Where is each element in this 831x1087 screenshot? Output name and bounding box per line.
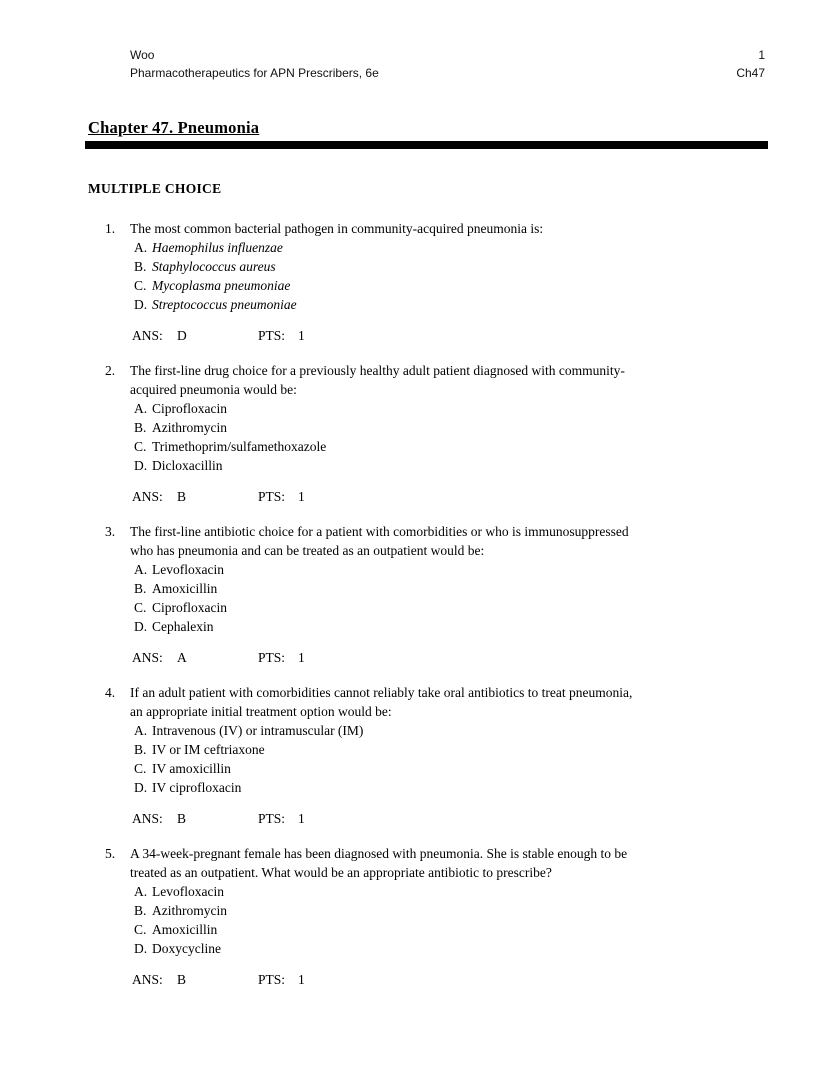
- points-value: 1: [298, 489, 305, 504]
- question-text-line: The first-line antibiotic choice for a patient with comorbidities or who is immunosuppressed: [130, 524, 629, 539]
- answer-label: ANS:: [132, 489, 163, 504]
- question-item: [105, 683, 791, 828]
- option-letter: B.: [134, 259, 147, 274]
- section-heading: MULTIPLE CHOICE: [88, 181, 222, 196]
- question-number: 1.: [105, 221, 116, 236]
- header-page-number: 1: [758, 48, 765, 62]
- answer-option: [130, 939, 791, 958]
- header-author: Woo: [130, 48, 155, 62]
- answer-option: [130, 399, 791, 418]
- answer-option: [130, 721, 791, 740]
- points-label: PTS:: [258, 650, 286, 665]
- option-text: Azithromycin: [152, 903, 227, 918]
- page-header: [130, 0, 765, 82]
- question-body: [130, 683, 791, 828]
- answer-option: [130, 437, 791, 456]
- answer-row: [132, 809, 791, 828]
- header-chapter-code: Ch47: [736, 66, 765, 80]
- points-label: PTS:: [258, 489, 286, 504]
- option-letter: D.: [134, 297, 148, 312]
- answer-option: [130, 579, 791, 598]
- question-number: 5.: [105, 846, 116, 861]
- answer-label: ANS:: [132, 972, 163, 987]
- answer-option: [130, 740, 791, 759]
- option-letter: C.: [134, 600, 147, 615]
- points-value: 1: [298, 811, 305, 826]
- answer-row: [132, 970, 791, 989]
- points-value: 1: [298, 650, 305, 665]
- question-body: [130, 522, 791, 667]
- answer-label: ANS:: [132, 811, 163, 826]
- question-text-line: The most common bacterial pathogen in community-acquired pneumonia is:: [130, 221, 544, 236]
- option-text: Levofloxacin: [152, 562, 224, 577]
- points-label: PTS:: [258, 328, 286, 343]
- answer-option: [130, 882, 791, 901]
- option-text: Streptococcus pneumoniae: [152, 297, 297, 312]
- option-letter: D.: [134, 780, 148, 795]
- chapter-title: Chapter 47. Pneumonia: [88, 118, 260, 137]
- header-book-title: Pharmacotherapeutics for APN Prescribers, 6e: [130, 66, 379, 80]
- option-letter: B.: [134, 420, 147, 435]
- option-letter: B.: [134, 581, 147, 596]
- answer-option: [130, 759, 791, 778]
- answer-option: [130, 456, 791, 475]
- answer-option: [130, 238, 791, 257]
- option-list: [130, 882, 791, 958]
- option-letter: B.: [134, 903, 147, 918]
- option-text: IV or IM ceftriaxone: [152, 742, 265, 757]
- answer-option: [130, 257, 791, 276]
- option-text: Doxycycline: [152, 941, 221, 956]
- option-letter: B.: [134, 742, 147, 757]
- question-item: [105, 361, 791, 506]
- answer-value: B: [177, 811, 187, 826]
- question-item: [105, 522, 791, 667]
- answer-label: ANS:: [132, 650, 163, 665]
- option-letter: A.: [134, 884, 148, 899]
- option-letter: D.: [134, 941, 148, 956]
- option-letter: C.: [134, 922, 147, 937]
- question-item: [105, 219, 791, 345]
- question-text-line: acquired pneumonia would be:: [130, 382, 297, 397]
- option-text: Haemophilus influenzae: [152, 240, 283, 255]
- answer-value: B: [177, 489, 187, 504]
- question-text-line: If an adult patient with comorbidities cannot reliably take oral antibiotics to treat pneumonia,: [130, 685, 633, 700]
- question-body: [130, 361, 791, 506]
- option-text: Amoxicillin: [152, 922, 218, 937]
- points-value: 1: [298, 972, 305, 987]
- answer-option: [130, 920, 791, 939]
- option-list: [130, 238, 791, 314]
- points-label: PTS:: [258, 811, 286, 826]
- option-text: Mycoplasma pneumoniae: [152, 278, 291, 293]
- option-letter: A.: [134, 401, 148, 416]
- option-text: Staphylococcus aureus: [152, 259, 276, 274]
- option-text: Ciprofloxacin: [152, 600, 227, 615]
- answer-option: [130, 560, 791, 579]
- answer-option: [130, 418, 791, 437]
- option-text: Dicloxacillin: [152, 458, 223, 473]
- answer-value: B: [177, 972, 187, 987]
- question-number: 4.: [105, 685, 116, 700]
- answer-label: ANS:: [132, 328, 163, 343]
- answer-option: [130, 901, 791, 920]
- points-value: 1: [298, 328, 305, 343]
- question-list: [0, 219, 831, 989]
- answer-option: [130, 276, 791, 295]
- question-text-line: A 34-week-pregnant female has been diagnosed with pneumonia. She is stable enough to be: [130, 846, 628, 861]
- option-letter: D.: [134, 619, 148, 634]
- option-list: [130, 560, 791, 636]
- option-text: IV amoxicillin: [152, 761, 231, 776]
- answer-value: A: [177, 650, 187, 665]
- option-letter: A.: [134, 562, 148, 577]
- option-text: Levofloxacin: [152, 884, 224, 899]
- question-number: 2.: [105, 363, 116, 378]
- answer-option: [130, 598, 791, 617]
- option-letter: C.: [134, 761, 147, 776]
- option-letter: C.: [134, 439, 147, 454]
- answer-option: [130, 778, 791, 797]
- option-letter: C.: [134, 278, 147, 293]
- option-list: [130, 721, 791, 797]
- option-text: Trimethoprim/sulfamethoxazole: [152, 439, 327, 454]
- answer-value: D: [177, 328, 187, 343]
- chapter-title-rule-bar: [85, 141, 768, 149]
- question-text-line: an appropriate initial treatment option would be:: [130, 704, 392, 719]
- option-text: Azithromycin: [152, 420, 227, 435]
- option-text: Cephalexin: [152, 619, 214, 634]
- question-text-line: who has pneumonia and can be treated as an outpatient would be:: [130, 543, 485, 558]
- page-header-right: [736, 46, 765, 82]
- question-text-line: The first-line drug choice for a previously healthy adult patient diagnosed with community-: [130, 363, 625, 378]
- option-list: [130, 399, 791, 475]
- points-label: PTS:: [258, 972, 286, 987]
- question-body: [130, 844, 791, 989]
- answer-row: [132, 648, 791, 667]
- option-letter: D.: [134, 458, 148, 473]
- option-letter: A.: [134, 240, 148, 255]
- answer-option: [130, 295, 791, 314]
- option-text: Amoxicillin: [152, 581, 218, 596]
- question-item: [105, 844, 791, 989]
- answer-row: [132, 326, 791, 345]
- option-letter: A.: [134, 723, 148, 738]
- question-body: [130, 219, 791, 345]
- option-text: IV ciprofloxacin: [152, 780, 242, 795]
- option-text: Ciprofloxacin: [152, 401, 227, 416]
- page-header-left: [130, 46, 379, 82]
- answer-option: [130, 617, 791, 636]
- answer-row: [132, 487, 791, 506]
- option-text: Intravenous (IV) or intramuscular (IM): [152, 723, 364, 738]
- question-number: 3.: [105, 524, 116, 539]
- question-text-line: treated as an outpatient. What would be an appropriate antibiotic to prescribe?: [130, 865, 552, 880]
